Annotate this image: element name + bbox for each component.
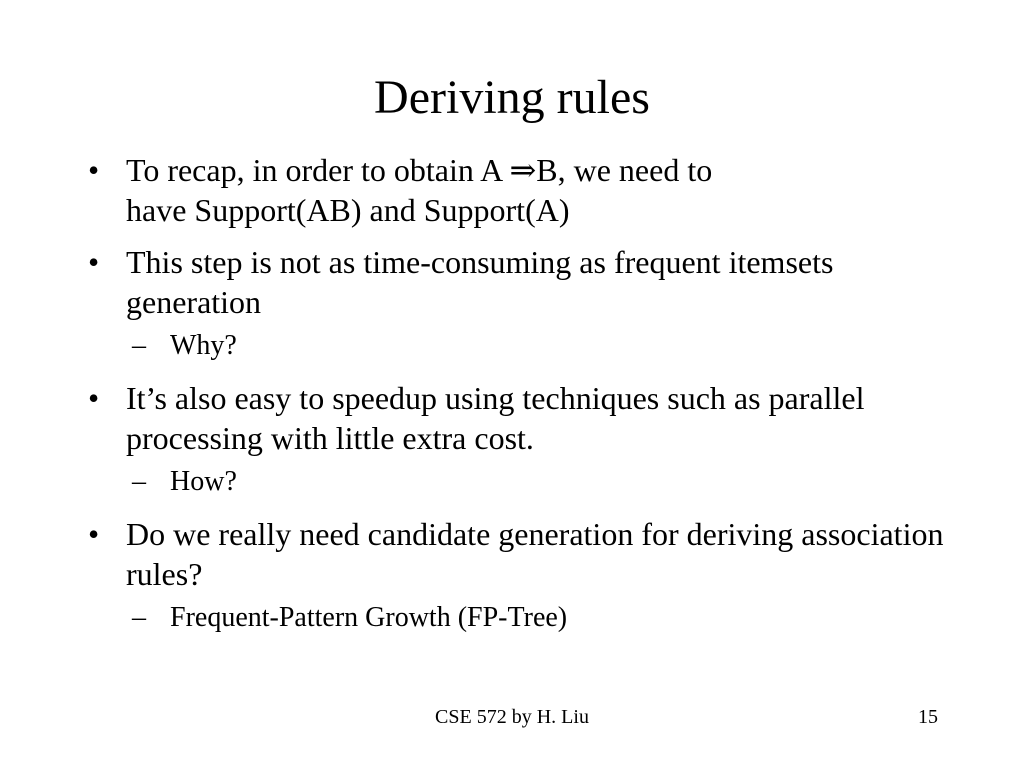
bullet-item-3 — [88, 378, 948, 458]
bullet-item-2 — [88, 242, 948, 322]
bullet-mark: • — [88, 244, 100, 280]
bullet-text-1-line2: have Support(AB) and Support(A) — [126, 192, 570, 228]
sub-bullet-item-3 — [88, 464, 948, 500]
bullet-item-1 — [88, 150, 948, 230]
bullet-item-4 — [88, 514, 948, 594]
sub-bullet-mark: – — [132, 602, 146, 633]
sub-bullet-mark: – — [132, 330, 146, 361]
sub-bullet-text-3: How? — [170, 466, 237, 497]
sub-bullet-mark: – — [132, 466, 146, 497]
bullet-text-1-pre: To recap, in order to obtain A — [126, 152, 510, 188]
bullet-text-1-post: B, we need to — [536, 152, 713, 188]
sub-bullet-text-2: Why? — [170, 330, 237, 361]
bullet-text-4: Do we really need candidate generation for deriving association rules? — [126, 516, 944, 592]
implies-arrow-icon: ⇒ — [509, 152, 537, 188]
bullet-mark: • — [88, 380, 100, 416]
footer-course-label: CSE 572 by H. Liu — [435, 706, 589, 728]
bullet-text-3: It’s also easy to speedup using techniques such as parallel processing with little extra cost. — [126, 380, 865, 456]
bullet-text-2: This step is not as time-consuming as frequent itemsets generation — [126, 244, 834, 320]
sub-bullet-item-2 — [88, 328, 948, 364]
bullet-mark: • — [88, 152, 100, 188]
sub-bullet-item-4 — [88, 600, 948, 636]
bullet-mark: • — [88, 516, 100, 552]
slide-body — [88, 150, 948, 650]
sub-bullet-text-4: Frequent-Pattern Growth (FP-Tree) — [170, 602, 568, 633]
footer-page-number: 15 — [918, 706, 938, 728]
slide-title: Deriving rules — [374, 71, 650, 124]
